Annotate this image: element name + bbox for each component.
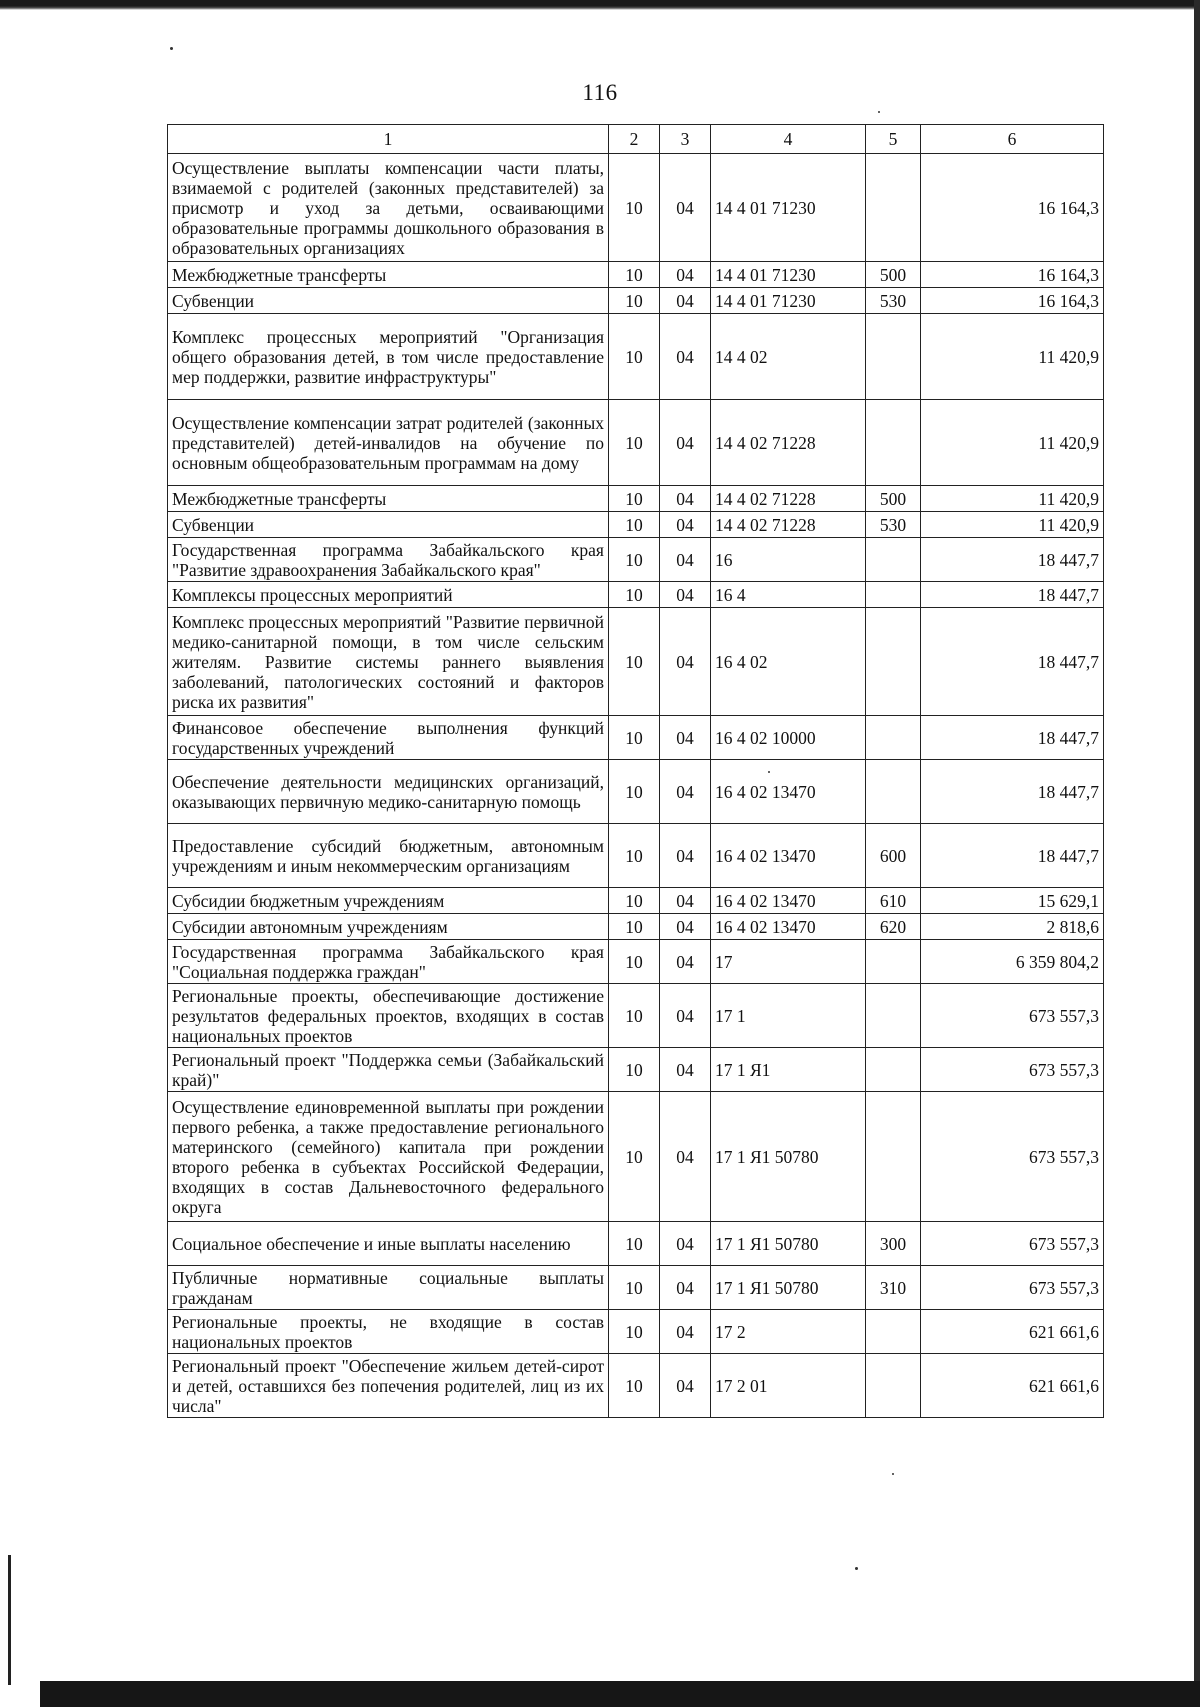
subsection-cell: 04 xyxy=(660,940,711,984)
expense-type-cell: 620 xyxy=(866,914,921,940)
expense-type-cell xyxy=(866,1310,921,1354)
scan-left-mark xyxy=(8,1555,11,1685)
section-cell: 10 xyxy=(609,940,660,984)
row-name-cell: Осуществление единовременной выплаты при рождении первого ребенка, а также предоставление регионального материнского (семейного) капитала при рождении второго ребенка в субъектах Российской Федерации, входящих в состав Дальневосточного федерального округа xyxy=(168,1092,609,1222)
amount-cell: 18 447,7 xyxy=(921,608,1104,716)
amount-cell: 16 164,3 xyxy=(921,288,1104,314)
amount-cell: 11 420,9 xyxy=(921,486,1104,512)
expense-type-cell xyxy=(866,400,921,486)
expense-type-cell: 600 xyxy=(866,824,921,888)
row-name-cell: Субсидии бюджетным учреждениям xyxy=(168,888,609,914)
subsection-cell: 04 xyxy=(660,486,711,512)
subsection-cell: 04 xyxy=(660,716,711,760)
table-row xyxy=(168,1092,1104,1222)
subsection-cell: 04 xyxy=(660,288,711,314)
table-row xyxy=(168,512,1104,538)
expense-type-cell xyxy=(866,154,921,262)
row-name-cell: Региональные проекты, обеспечивающие достижение результатов федеральных проектов, входящих в состав национальных проектов xyxy=(168,984,609,1048)
target-article-cell: 16 4 02 10000 xyxy=(711,716,866,760)
table-row xyxy=(168,608,1104,716)
row-name-cell: Региональные проекты, не входящие в состав национальных проектов xyxy=(168,1310,609,1354)
column-header-6: 6 xyxy=(921,125,1104,154)
amount-cell: 18 447,7 xyxy=(921,582,1104,608)
amount-cell: 11 420,9 xyxy=(921,512,1104,538)
section-cell: 10 xyxy=(609,1354,660,1418)
expense-type-cell xyxy=(866,716,921,760)
section-cell: 10 xyxy=(609,512,660,538)
table-row xyxy=(168,538,1104,582)
subsection-cell: 04 xyxy=(660,1092,711,1222)
amount-cell: 6 359 804,2 xyxy=(921,940,1104,984)
row-name-cell: Предоставление субсидий бюджетным, автономным учреждениям и иным некоммерческим организациям xyxy=(168,824,609,888)
table-row xyxy=(168,288,1104,314)
subsection-cell: 04 xyxy=(660,512,711,538)
table-row xyxy=(168,154,1104,262)
section-cell: 10 xyxy=(609,716,660,760)
expense-type-cell: 530 xyxy=(866,512,921,538)
section-cell: 10 xyxy=(609,582,660,608)
section-cell: 10 xyxy=(609,888,660,914)
scan-speck xyxy=(878,111,880,113)
row-name-cell: Государственная программа Забайкальского края "Развитие здравоохранения Забайкальского края" xyxy=(168,538,609,582)
expense-type-cell: 610 xyxy=(866,888,921,914)
table-row xyxy=(168,824,1104,888)
amount-cell: 673 557,3 xyxy=(921,1048,1104,1092)
target-article-cell: 17 xyxy=(711,940,866,984)
section-cell: 10 xyxy=(609,1310,660,1354)
subsection-cell: 04 xyxy=(660,984,711,1048)
column-header-5: 5 xyxy=(866,125,921,154)
amount-cell: 673 557,3 xyxy=(921,1266,1104,1310)
subsection-cell: 04 xyxy=(660,400,711,486)
target-article-cell: 16 4 02 xyxy=(711,608,866,716)
row-name-cell: Государственная программа Забайкальского края "Социальная поддержка граждан" xyxy=(168,940,609,984)
table-row xyxy=(168,1222,1104,1266)
table-row xyxy=(168,1266,1104,1310)
target-article-cell: 16 4 02 13470 xyxy=(711,888,866,914)
target-article-cell: 17 1 Я1 50780 xyxy=(711,1266,866,1310)
subsection-cell: 04 xyxy=(660,914,711,940)
table-row xyxy=(168,716,1104,760)
expense-type-cell xyxy=(866,1354,921,1418)
subsection-cell: 04 xyxy=(660,760,711,824)
row-name-cell: Комплексы процессных мероприятий xyxy=(168,582,609,608)
section-cell: 10 xyxy=(609,1092,660,1222)
target-article-cell: 16 4 xyxy=(711,582,866,608)
row-name-cell: Осуществление компенсации затрат родителей (законных представителей) детей-инвалидов на обучение по основным общеобразовательным программам на дому xyxy=(168,400,609,486)
scan-right-edge xyxy=(1194,0,1200,1707)
section-cell: 10 xyxy=(609,538,660,582)
expense-type-cell: 500 xyxy=(866,262,921,288)
amount-cell: 18 447,7 xyxy=(921,824,1104,888)
expense-type-cell: 300 xyxy=(866,1222,921,1266)
amount-cell: 621 661,6 xyxy=(921,1310,1104,1354)
table-row xyxy=(168,940,1104,984)
scan-top-edge xyxy=(0,0,1200,10)
table-row xyxy=(168,914,1104,940)
table-row xyxy=(168,1310,1104,1354)
amount-cell: 11 420,9 xyxy=(921,400,1104,486)
row-name-cell: Социальное обеспечение и иные выплаты населению xyxy=(168,1222,609,1266)
target-article-cell: 16 4 02 13470 xyxy=(711,914,866,940)
row-name-cell: Субсидии автономным учреждениям xyxy=(168,914,609,940)
subsection-cell: 04 xyxy=(660,824,711,888)
table-row xyxy=(168,582,1104,608)
subsection-cell: 04 xyxy=(660,538,711,582)
page-number: 116 xyxy=(582,80,618,105)
table-row xyxy=(168,1048,1104,1092)
scan-speck xyxy=(170,47,173,50)
expense-type-cell xyxy=(866,984,921,1048)
subsection-cell: 04 xyxy=(660,1266,711,1310)
section-cell: 10 xyxy=(609,914,660,940)
table-row xyxy=(168,314,1104,400)
table-header-row xyxy=(168,125,1104,154)
scan-bottom-edge xyxy=(40,1681,1200,1707)
target-article-cell: 14 4 02 xyxy=(711,314,866,400)
row-name-cell: Региональный проект "Обеспечение жильем детей-сирот и детей, оставшихся без попечения родителей, лиц из их числа" xyxy=(168,1354,609,1418)
subsection-cell: 04 xyxy=(660,582,711,608)
row-name-cell: Осуществление выплаты компенсации части платы, взимаемой с родителей (законных представителей) за присмотр и уход за детьми, осваивающими образовательные программы дошкольного образования в образовательных организациях xyxy=(168,154,609,262)
target-article-cell: 14 4 02 71228 xyxy=(711,486,866,512)
row-name-cell: Комплекс процессных мероприятий "Развитие первичной медико-санитарной помощи, в том числе сельским жителям. Развитие системы раннего выявления заболеваний, патологических состояний и факторов риска их развития" xyxy=(168,608,609,716)
budget-table xyxy=(167,124,1104,1418)
section-cell: 10 xyxy=(609,824,660,888)
section-cell: 10 xyxy=(609,1266,660,1310)
amount-cell: 673 557,3 xyxy=(921,1222,1104,1266)
row-name-cell: Межбюджетные трансферты xyxy=(168,262,609,288)
amount-cell: 673 557,3 xyxy=(921,984,1104,1048)
scan-speck xyxy=(855,1567,858,1570)
row-name-cell: Комплекс процессных мероприятий "Организация общего образования детей, в том числе предоставление мер поддержки, развитие инфраструктуры" xyxy=(168,314,609,400)
amount-cell: 18 447,7 xyxy=(921,760,1104,824)
target-article-cell: 16 4 02 13470 xyxy=(711,760,866,824)
amount-cell: 15 629,1 xyxy=(921,888,1104,914)
table-row xyxy=(168,1354,1104,1418)
target-article-cell: 14 4 02 71228 xyxy=(711,400,866,486)
target-article-cell: 14 4 02 71228 xyxy=(711,512,866,538)
subsection-cell: 04 xyxy=(660,154,711,262)
section-cell: 10 xyxy=(609,608,660,716)
amount-cell: 16 164,3 xyxy=(921,262,1104,288)
amount-cell: 18 447,7 xyxy=(921,716,1104,760)
row-name-cell: Публичные нормативные социальные выплаты гражданам xyxy=(168,1266,609,1310)
target-article-cell: 17 1 Я1 50780 xyxy=(711,1222,866,1266)
row-name-cell: Субвенции xyxy=(168,512,609,538)
subsection-cell: 04 xyxy=(660,888,711,914)
expense-type-cell xyxy=(866,760,921,824)
target-article-cell: 17 2 xyxy=(711,1310,866,1354)
expense-type-cell xyxy=(866,582,921,608)
row-name-cell: Обеспечение деятельности медицинских организаций, оказывающих первичную медико-санитарную помощь xyxy=(168,760,609,824)
amount-cell: 2 818,6 xyxy=(921,914,1104,940)
subsection-cell: 04 xyxy=(660,262,711,288)
section-cell: 10 xyxy=(609,314,660,400)
target-article-cell: 16 4 02 13470 xyxy=(711,824,866,888)
expense-type-cell xyxy=(866,940,921,984)
row-name-cell: Финансовое обеспечение выполнения функций государственных учреждений xyxy=(168,716,609,760)
expense-type-cell xyxy=(866,1048,921,1092)
subsection-cell: 04 xyxy=(660,314,711,400)
section-cell: 10 xyxy=(609,154,660,262)
subsection-cell: 04 xyxy=(660,1310,711,1354)
table-row xyxy=(168,760,1104,824)
expense-type-cell: 310 xyxy=(866,1266,921,1310)
target-article-cell: 16 xyxy=(711,538,866,582)
expense-type-cell xyxy=(866,1092,921,1222)
target-article-cell: 14 4 01 71230 xyxy=(711,154,866,262)
table-row xyxy=(168,262,1104,288)
row-name-cell: Субвенции xyxy=(168,288,609,314)
column-header-4: 4 xyxy=(711,125,866,154)
expense-type-cell xyxy=(866,608,921,716)
section-cell: 10 xyxy=(609,400,660,486)
section-cell: 10 xyxy=(609,984,660,1048)
scan-speck xyxy=(892,1473,894,1475)
subsection-cell: 04 xyxy=(660,1048,711,1092)
table-row xyxy=(168,486,1104,512)
target-article-cell: 17 1 Я1 xyxy=(711,1048,866,1092)
amount-cell: 673 557,3 xyxy=(921,1092,1104,1222)
amount-cell: 16 164,3 xyxy=(921,154,1104,262)
target-article-cell: 14 4 01 71230 xyxy=(711,288,866,314)
section-cell: 10 xyxy=(609,1222,660,1266)
expense-type-cell: 530 xyxy=(866,288,921,314)
section-cell: 10 xyxy=(609,1048,660,1092)
section-cell: 10 xyxy=(609,262,660,288)
expense-type-cell xyxy=(866,314,921,400)
target-article-cell: 17 1 Я1 50780 xyxy=(711,1092,866,1222)
target-article-cell: 17 1 xyxy=(711,984,866,1048)
row-name-cell: Межбюджетные трансферты xyxy=(168,486,609,512)
section-cell: 10 xyxy=(609,760,660,824)
column-header-1: 1 xyxy=(168,125,609,154)
table-row xyxy=(168,888,1104,914)
column-header-3: 3 xyxy=(660,125,711,154)
expense-type-cell: 500 xyxy=(866,486,921,512)
subsection-cell: 04 xyxy=(660,1354,711,1418)
amount-cell: 11 420,9 xyxy=(921,314,1104,400)
table-row xyxy=(168,400,1104,486)
target-article-cell: 14 4 01 71230 xyxy=(711,262,866,288)
amount-cell: 621 661,6 xyxy=(921,1354,1104,1418)
table-row xyxy=(168,984,1104,1048)
table-body xyxy=(168,154,1104,1418)
expense-type-cell xyxy=(866,538,921,582)
target-article-cell: 17 2 01 xyxy=(711,1354,866,1418)
subsection-cell: 04 xyxy=(660,1222,711,1266)
section-cell: 10 xyxy=(609,288,660,314)
section-cell: 10 xyxy=(609,486,660,512)
column-header-2: 2 xyxy=(609,125,660,154)
row-name-cell: Региональный проект "Поддержка семьи (Забайкальский край)" xyxy=(168,1048,609,1092)
amount-cell: 18 447,7 xyxy=(921,538,1104,582)
subsection-cell: 04 xyxy=(660,608,711,716)
